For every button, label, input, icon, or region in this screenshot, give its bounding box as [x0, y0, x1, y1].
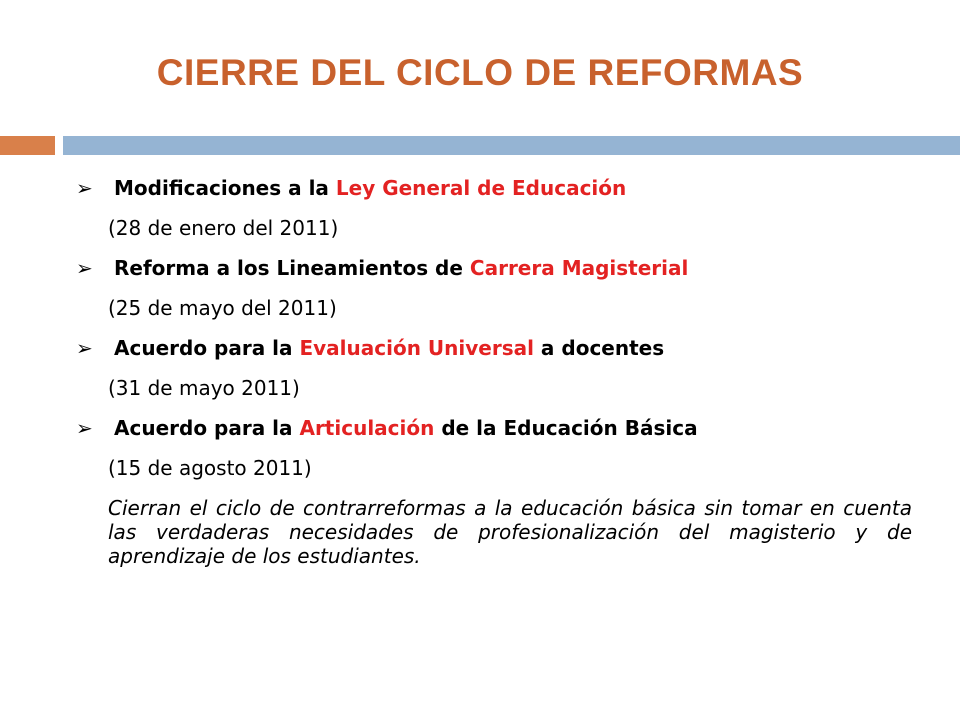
closing-paragraph: Cierran el ciclo de contrarreformas a la educación básica sin tomar en cuenta las verdaderas necesidades de profesionalización del magisterio y de aprendizaje de los estudiantes. [108, 496, 912, 568]
right-arrowhead-icon: ➢ [76, 336, 93, 360]
bullet-date: (25 de mayo del 2011) [108, 296, 337, 320]
accent-bar-left [0, 136, 55, 155]
bullet-date: (15 de agosto 2011) [108, 456, 312, 480]
bullet-item [76, 248, 912, 288]
slide-title: CIERRE DEL CICLO DE REFORMAS [156, 52, 804, 93]
bullet-item [76, 408, 912, 448]
slide-content [76, 168, 912, 568]
bullet-text: Modificaciones a la [114, 176, 336, 200]
bullet-date: (31 de mayo 2011) [108, 376, 300, 400]
bullet-highlight: Carrera Magisterial [469, 256, 689, 280]
bullet-highlight: Evaluación Universal [299, 336, 534, 360]
right-arrowhead-icon: ➢ [76, 256, 93, 280]
bullet-item [76, 168, 912, 208]
bullet-item [76, 328, 912, 368]
right-arrowhead-icon: ➢ [76, 416, 93, 440]
bullet-text: Acuerdo para la [114, 416, 300, 440]
bullet-highlight: Articulación [299, 416, 435, 440]
bullet-text: Acuerdo para la [114, 336, 300, 360]
bullet-text-tail: a docentes [533, 336, 665, 360]
bullet-highlight: Ley General de Educación [335, 176, 627, 200]
right-arrowhead-icon: ➢ [76, 176, 93, 200]
bullet-text: Reforma a los Lineamientos de [114, 256, 470, 280]
bullet-date: (28 de enero del 2011) [108, 216, 339, 240]
bullet-text-tail: de la Educación Básica [434, 416, 698, 440]
accent-bar-right [63, 136, 960, 155]
